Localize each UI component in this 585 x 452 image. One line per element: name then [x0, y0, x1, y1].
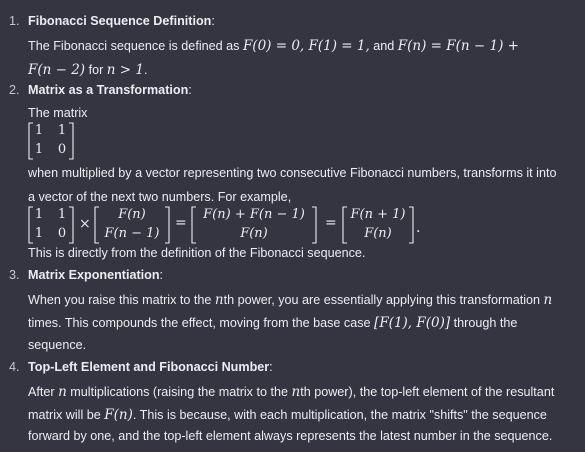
- heading-colon: :: [211, 14, 215, 28]
- text: times. This compounds the effect, moving from the base case: [28, 316, 375, 330]
- text: After: [28, 385, 59, 399]
- matrix-cell: 1: [34, 142, 44, 157]
- paragraph-line: [28, 62, 147, 78]
- vector-cell: F(n + 1): [350, 207, 406, 222]
- vector-cell: F(n): [118, 207, 146, 222]
- math-inline: F(n − 2): [28, 62, 86, 78]
- paragraph-line: a vector of the next two numbers. For example,: [28, 190, 292, 204]
- heading-text: Matrix as a Transformation: [28, 83, 189, 97]
- matrix-cell: 1: [34, 123, 44, 138]
- vector-cell: F(n): [240, 226, 268, 241]
- matrix-cell: 0: [57, 226, 67, 241]
- matrix-cell: 1: [34, 207, 44, 222]
- equals-sign: =: [175, 215, 187, 231]
- vector-cell: F(n) + F(n − 1): [203, 207, 305, 222]
- matrix-a: [28, 206, 74, 244]
- math-inline: n > 1: [106, 62, 144, 78]
- matrix-cell: 1: [57, 123, 67, 138]
- heading-matrix-transformation: [28, 83, 192, 97]
- paragraph-line: [28, 38, 519, 54]
- heading-matrix-exponentiation: [28, 268, 163, 282]
- vector-result: [342, 206, 414, 244]
- text: The Fibonacci sequence is defined as: [28, 39, 243, 53]
- text: multiplications (raising the matrix to the: [66, 385, 292, 399]
- list-number-1: 1.: [9, 14, 20, 28]
- math-inline: F(0) = 0, F(1) = 1,: [242, 38, 370, 54]
- matrix-cell: 1: [34, 226, 44, 241]
- equals-sign: =: [325, 215, 337, 231]
- math-inline: n: [543, 292, 553, 308]
- paragraph-line: This is directly from the definition of the Fibonacci sequence.: [28, 246, 366, 260]
- paragraph-line: forward by one, and the top-left element always represents the latest number in the sequence.: [28, 429, 553, 443]
- paragraph-line: [28, 292, 552, 308]
- vector-cell: F(n): [364, 226, 392, 241]
- heading-top-left-element: [28, 360, 273, 374]
- math-inline: F(n): [104, 407, 133, 423]
- matrix-cell: 0: [57, 142, 67, 157]
- heading-colon: :: [159, 268, 164, 282]
- paragraph-line: sequence.: [28, 338, 87, 352]
- text: .: [143, 63, 148, 77]
- vector-v: [94, 206, 170, 244]
- paragraph-line: [28, 384, 554, 400]
- math-inline: [F(1), F(0)]: [374, 315, 451, 331]
- text: for: [85, 63, 107, 77]
- math-inline: n: [291, 384, 301, 400]
- text: When you raise this matrix to the: [28, 293, 215, 307]
- text: and: [369, 39, 398, 53]
- paragraph-line: [28, 407, 547, 423]
- heading-text: Matrix Exponentiation: [28, 268, 160, 282]
- matrix-standalone: [28, 122, 74, 160]
- vector-sum: [191, 206, 317, 244]
- text: th power), the top-left element of the resultant: [300, 385, 555, 399]
- text: . This is because, with each multiplication, the matrix "shifts" the sequence: [132, 408, 547, 422]
- list-number-2: 2.: [9, 83, 20, 97]
- text: matrix will be: [28, 408, 105, 422]
- math-inline: n: [58, 384, 67, 400]
- list-number-4: 4.: [9, 360, 20, 374]
- paragraph-line: when multiplied by a vector representing two consecutive Fibonacci numbers, transforms it into: [28, 166, 557, 180]
- times-operator: ×: [79, 216, 91, 232]
- period: .: [416, 220, 421, 236]
- text: through the: [450, 316, 518, 330]
- heading-colon: :: [188, 83, 192, 97]
- paragraph-line: The matrix: [28, 106, 88, 120]
- vector-cell: F(n − 1): [104, 226, 160, 241]
- heading-text: Fibonacci Sequence Definition: [28, 14, 212, 28]
- heading-colon: :: [269, 360, 273, 374]
- math-inline: F(n) = F(n − 1) +: [397, 38, 519, 54]
- heading-fibonacci-definition: [28, 14, 215, 28]
- matrix-cell: 1: [57, 207, 67, 222]
- text: th power, you are essentially applying this transformation: [223, 293, 544, 307]
- math-inline: n: [214, 292, 224, 308]
- list-number-3: 3.: [9, 268, 20, 282]
- heading-text: Top-Left Element and Fibonacci Number: [28, 360, 270, 374]
- paragraph-line: [28, 315, 517, 331]
